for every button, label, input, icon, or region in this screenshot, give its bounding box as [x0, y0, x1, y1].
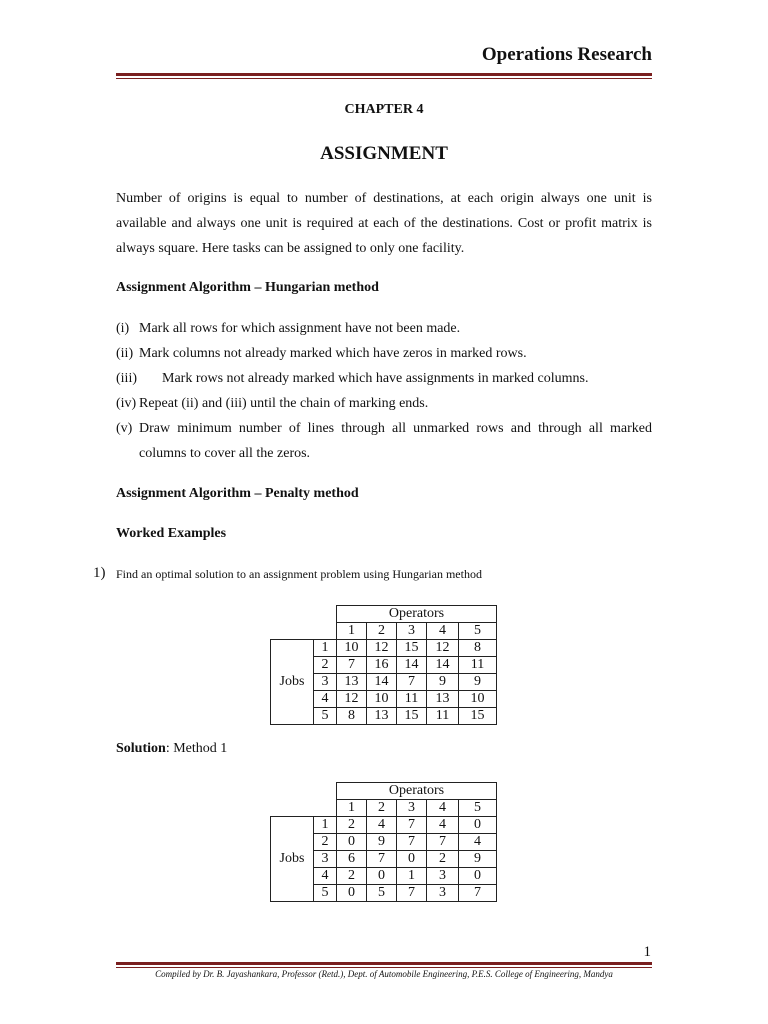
table-cell: 7: [397, 674, 427, 691]
table-cell: 9: [459, 851, 497, 868]
step-text: Mark columns not already marked which have zeros in marked rows.: [139, 346, 527, 361]
table-cell: 10: [337, 640, 367, 657]
table-cell: 2: [337, 817, 367, 834]
table-cell: 15: [459, 708, 497, 725]
table-cell: 13: [427, 691, 459, 708]
worked-examples-heading: Worked Examples: [116, 526, 227, 541]
col-header: 5: [459, 800, 497, 817]
example-number: 1): [93, 565, 106, 581]
page-number: 1: [643, 944, 651, 960]
step-item: [116, 316, 652, 341]
hungarian-heading: Assignment Algorithm – Hungarian method: [116, 280, 379, 295]
table-cell: 11: [427, 708, 459, 725]
table-cell: 15: [397, 708, 427, 725]
step-number: (iv): [116, 396, 137, 411]
step-text: Mark all rows for which assignment have not been made.: [139, 321, 461, 336]
table-cell: 7: [397, 817, 427, 834]
step-number: (iii): [116, 371, 137, 386]
col-group-header: Operators: [337, 783, 497, 800]
table-cell: 0: [397, 851, 427, 868]
row-header: 1: [314, 640, 337, 657]
footer-rule: [116, 962, 652, 965]
table-cell: 7: [427, 834, 459, 851]
table-cell: 6: [337, 851, 367, 868]
row-group-header: Jobs: [271, 640, 314, 725]
table-cell: 11: [459, 657, 497, 674]
table-cell: 0: [337, 885, 367, 902]
step-text: Repeat (ii) and (iii) until the chain of marking ends.: [139, 396, 429, 411]
step-item: [116, 366, 652, 391]
table-cell: 0: [459, 868, 497, 885]
row-header: 4: [314, 691, 337, 708]
table-cell: 10: [367, 691, 397, 708]
table-cell: 2: [427, 851, 459, 868]
step-item: [116, 391, 652, 416]
table-cell: 13: [367, 708, 397, 725]
row-group-header: Jobs: [271, 817, 314, 902]
table-cell: 14: [367, 674, 397, 691]
step-number: (i): [116, 321, 130, 336]
footer-credit: Compiled by Dr. B. Jayashankara, Professor (Retd.), Dept. of Automobile Engineering, P.E.S. College of Engineering, Mandya: [155, 969, 613, 979]
algorithm-steps: [116, 316, 652, 466]
row-header: 2: [314, 657, 337, 674]
table-cell: 9: [427, 674, 459, 691]
col-header: 5: [459, 623, 497, 640]
table-row: [271, 640, 497, 657]
table-cell: 14: [397, 657, 427, 674]
table-cell: 8: [459, 640, 497, 657]
col-header: 2: [367, 623, 397, 640]
table-cell: 9: [459, 674, 497, 691]
step-text: Draw minimum number of lines through all unmarked rows and through all marked columns to cover all the zeros.: [139, 421, 652, 461]
step-number: (v): [116, 421, 133, 436]
table-cell: 1: [397, 868, 427, 885]
table-cell: 9: [367, 834, 397, 851]
col-header: 1: [337, 800, 367, 817]
table-cell: 3: [427, 885, 459, 902]
chapter-label: CHAPTER 4: [344, 102, 424, 117]
col-header: 4: [427, 800, 459, 817]
table-cell: 7: [367, 851, 397, 868]
solution-line: [116, 741, 227, 757]
table-cell: 12: [427, 640, 459, 657]
row-header: 1: [314, 817, 337, 834]
table-cell: 0: [459, 817, 497, 834]
table-cell: 7: [459, 885, 497, 902]
table-cell: 8: [337, 708, 367, 725]
table-cell: 13: [337, 674, 367, 691]
header-rule: [116, 73, 652, 76]
solution-label: Solution: [116, 741, 166, 756]
row-header: 5: [314, 708, 337, 725]
step-item: [116, 341, 652, 366]
col-header: 4: [427, 623, 459, 640]
table-cell: 12: [337, 691, 367, 708]
table-cell: 4: [459, 834, 497, 851]
intro-paragraph: Number of origins is equal to number of destinations, at each origin always one unit is available and always one unit is required at each of the destinations. Cost or profit matrix is always square. Here tasks can be assigned to only one facility.: [116, 191, 652, 256]
footer-rule-thin: [116, 967, 652, 968]
page-title: ASSIGNMENT: [320, 143, 448, 164]
table-cell: 2: [337, 868, 367, 885]
step-text: Mark rows not already marked which have assignments in marked columns.: [162, 371, 589, 386]
example-text: Find an optimal solution to an assignment problem using Hungarian method: [116, 567, 482, 581]
col-header: 3: [397, 623, 427, 640]
table-cell: 5: [367, 885, 397, 902]
penalty-heading: Assignment Algorithm – Penalty method: [116, 486, 359, 501]
table-cell: 4: [367, 817, 397, 834]
row-header: 5: [314, 885, 337, 902]
row-header: 2: [314, 834, 337, 851]
table-cell: 7: [337, 657, 367, 674]
table-cell: 11: [397, 691, 427, 708]
col-header: 1: [337, 623, 367, 640]
col-header: 2: [367, 800, 397, 817]
reduced-matrix-table: [270, 782, 497, 902]
solution-method: : Method 1: [165, 741, 228, 756]
table-row: [271, 817, 497, 834]
table-cell: 12: [367, 640, 397, 657]
table-cell: 7: [397, 834, 427, 851]
header-rule-thin: [116, 78, 652, 79]
table-cell: 0: [337, 834, 367, 851]
table-cell: 3: [427, 868, 459, 885]
table-cell: 15: [397, 640, 427, 657]
running-header-title: Operations Research: [481, 44, 652, 65]
col-group-header: Operators: [337, 606, 497, 623]
table-cell: 10: [459, 691, 497, 708]
col-header: 3: [397, 800, 427, 817]
table-cell: 16: [367, 657, 397, 674]
row-header: 4: [314, 868, 337, 885]
table-cell: 4: [427, 817, 459, 834]
row-header: 3: [314, 674, 337, 691]
table-cell: 0: [367, 868, 397, 885]
cost-matrix-table: [270, 605, 497, 725]
table-cell: 7: [397, 885, 427, 902]
row-header: 3: [314, 851, 337, 868]
table-cell: 14: [427, 657, 459, 674]
step-item: [116, 416, 652, 466]
step-number: (ii): [116, 346, 134, 361]
